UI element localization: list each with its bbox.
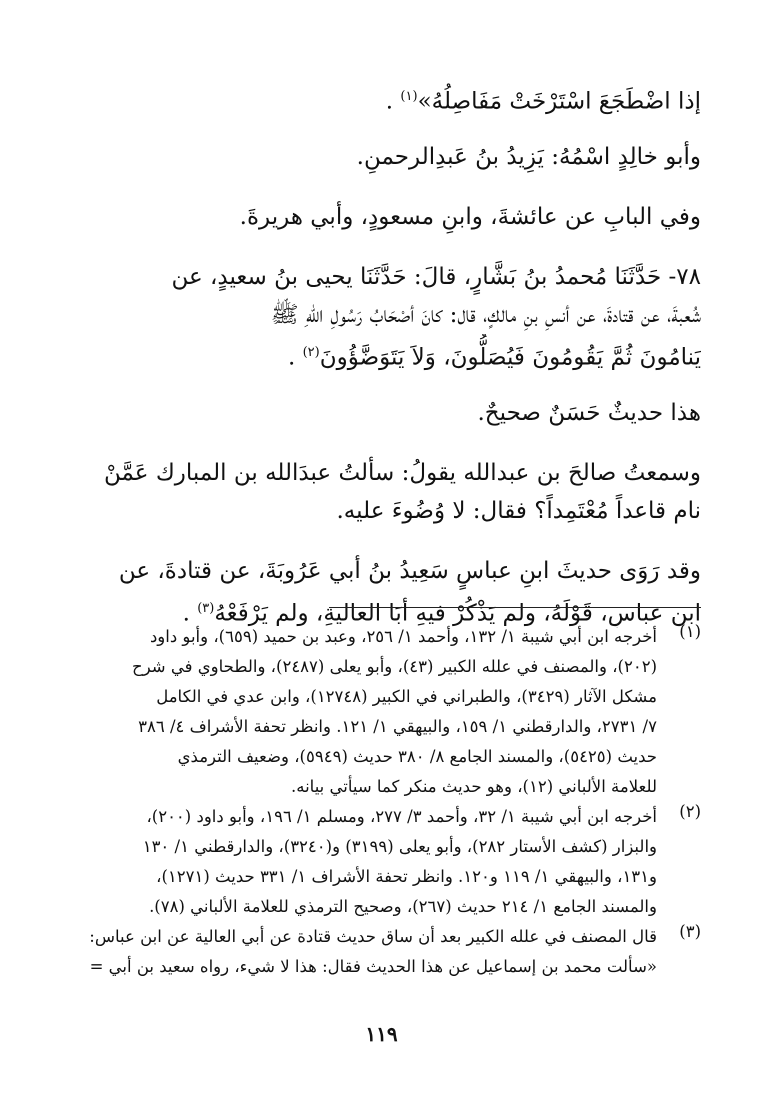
footnote-line: «سألت محمد بن إسماعيل عن هذا الحديث فقال: هذا لا شيء، رواه سعيد بن أبي = (89, 957, 657, 976)
footnote-ref-1: (١) (400, 89, 418, 104)
footnote-line: والمسند الجامع ١/ ٢١٤ حديث (٢٦٧)، وصحيح الترمذي للعلامة الألباني (٧٨). (149, 897, 657, 916)
footnote-ref-2: (٢) (302, 345, 320, 360)
footnote-2 (41, 802, 701, 922)
paragraph-1-text: إذا اضْطَجَعَ اسْتَرْخَتْ مَفَاصِلُهُ» (417, 88, 701, 115)
footnote-number: (٢) (679, 802, 701, 821)
paragraph-7-line-2-end: . (182, 600, 198, 627)
footnote-line: أخرجه ابن أبي شيبة ١/ ١٣٢، وأحمد ١/ ٢٥٦، وعبد بن حميد (٦٥٩)، وأبو داود (149, 627, 657, 646)
paragraph-5: هذا حديثٌ حَسَنٌ صحيحٌ. (477, 400, 701, 426)
paragraph-2: وأبو خالِدٍ اسْمُهُ: يَزِيدُ بنُ عَبدِالرحمنِ. (356, 144, 701, 170)
page-number: ١١٩ (365, 1022, 398, 1046)
footnote-number: (٣) (679, 922, 701, 941)
footnote-line: أخرجه ابن أبي شيبة ١/ ٣٢، وأحمد ٣/ ٢٧٧، ومسلم ١/ ١٩٦، وأبو داود (٢٠٠)، (146, 807, 657, 826)
footnote-1 (41, 622, 701, 802)
footnote-line: قال المصنف في علله الكبير بعد أن ساق حديث قتادة عن أبي العالية عن ابن عباس: (89, 927, 657, 946)
footnote-line: (٢٠٢)، والمصنف في علله الكبير (٤٣)، وأبو يعلى (٢٤٨٧)، والطحاوي في شرح (132, 657, 657, 676)
footnote-line: و١٣١، والبيهقي ١/ ١١٩ و١٢٠. وانظر تحفة الأشراف ١/ ٣٣١ حديث (١٢٧١)، (156, 867, 657, 886)
hadith-78-line-2: شُعبةَ، عن قتادةَ، عن أنسِ بنِ مالكٍ، قال: كانَ أصْحَابُ رَسُولِ اللهِ ﷺ (270, 302, 701, 328)
footnote-line: حديث (٥٤٢٥)، والمسند الجامع ٨/ ٣٨٠ حديث (٥٩٤٩)، وضعيف الترمذي (177, 747, 657, 766)
footnote-line: ٧/ ٢٧٣١، والدارقطني ١/ ١٥٩، والبيهقي ١/ ١٢١. وانظر تحفة الأشراف ٤/ ٣٨٦ (138, 717, 657, 736)
paragraph-6-line-2: نام قاعداً مُعْتَمِداً؟ فقال: لا وُضُوءَ عليه. (336, 498, 701, 524)
footnote-line: للعلامة الألباني (١٢)، وهو حديث منكر كما سيأتي بيانه. (290, 777, 657, 796)
paragraph-6-line-1: وسمعتُ صالحَ بن عبدالله يقولُ: سألتُ عبدَالله بن المبارك عَمَّنْ (103, 460, 701, 486)
paragraph-7-line-1: وقد رَوَى حديثَ ابنِ عباسٍ سَعِيدُ بنُ أبي عَرُوبَةَ، عن قتادةَ، عن (118, 558, 701, 584)
hadith-78-line-3-end: . (287, 344, 303, 371)
main-text (41, 78, 701, 628)
footnote-number: (١) (679, 622, 701, 641)
footnote-ref-3: (٣) (197, 601, 215, 616)
footnote-line: مشكل الآثار (٣٤٢٩)، والطبراني في الكبير (١٢٧٤٨)، وابن عدي في الكامل (156, 687, 657, 706)
footnote-3 (41, 922, 701, 982)
paragraph-3: وفي البابِ عن عائشةَ، وابنِ مسعودٍ، وأبي هريرةَ. (239, 204, 701, 230)
footnote-separator (329, 607, 701, 608)
hadith-78-line-3-text: يَنامُونَ ثُمَّ يَقُومُونَ فَيُصَلُّونَ، وَلاَ يَتَوَضَّؤُونَ (319, 344, 701, 371)
footnote-line: والبزار (كشف الأستار ٢٨٢)، وأبو يعلى (٣١٩٩) و(٣٢٤٠)، والدارقطني ١/ ١٣٠ (142, 837, 657, 856)
hadith-78-line-3 (41, 334, 701, 372)
paragraph-1-end: . (385, 88, 401, 115)
paragraph-7-line-2-text: ابنِ عباسٍ، قَوْلَهُ، ولم يَذْكُرْ فيهِ أبَا العاليةِ، ولم يَرْفَعْهُ (214, 600, 701, 627)
paragraph-1 (41, 78, 701, 116)
footnotes (41, 622, 701, 982)
hadith-78-line-1: ٧٨- حَدَّثَنَا مُحمدُ بنُ بَشَّارٍ، قالَ: حَدَّثَنَا يحيى بنُ سعيدٍ، عن (171, 264, 701, 290)
